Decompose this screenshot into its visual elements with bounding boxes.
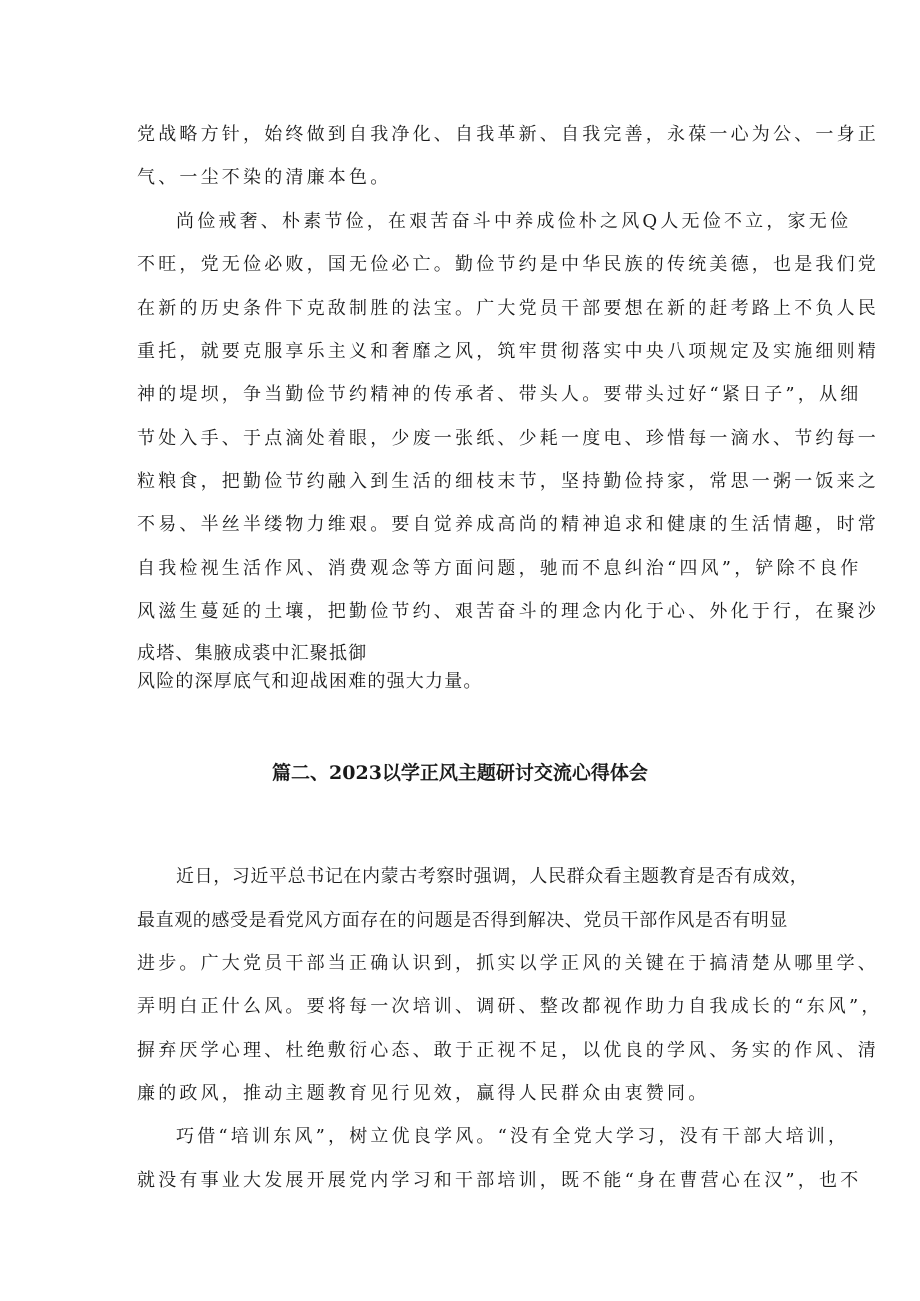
- paragraph-line: 风险的深厚底气和迎战困难的强大力量。: [137, 671, 483, 692]
- paragraph-line: 就没有事业大发展开展党内学习和干部培训，既不能“身在曹营心在汉”，也不: [137, 1170, 862, 1191]
- paragraph-line: 风滋生蔓延的土壤，把勤俭节约、艰苦奋斗的理念内化于心、外化于行，在聚沙: [137, 601, 879, 622]
- paragraph-line: 神的堤坝，争当勤俭节约精神的传承者、带头人。要带头过好“紧日子”，从细: [137, 384, 862, 405]
- paragraph-line: 尚俭戒奢、朴素节俭，在艰苦奋斗中养成俭朴之风Q人无俭不立，家无俭: [176, 211, 852, 232]
- paragraph-line: 巧借“培训东风”，树立优良学风。“没有全党大学习，没有干部大培训，: [176, 1126, 850, 1147]
- paragraph-line: 节处入手、于点滴处着眼，少废一张纸、少耗一度电、珍惜每一滴水、节约每一: [137, 428, 879, 449]
- paragraph-line: 重托，就要克服享乐主义和奢靡之风，筑牢贯彻落实中央八项规定及实施细则精: [137, 341, 879, 362]
- paragraph-line: 近日，习近平总书记在内蒙古考察时强调，人民群众看主题教育是否有成效，: [176, 866, 809, 887]
- paragraph-line: 摒弃厌学心理、杜绝敷衍心态、敢于正视不足，以优良的学风、务实的作风、清: [137, 1040, 879, 1061]
- paragraph-line: 粒粮食，把勤俭节约融入到生活的细枝末节，坚持勤俭持家，常思一粥一饭来之: [137, 471, 879, 492]
- paragraph-line: 气、一尘不染的清廉本色。: [137, 167, 392, 188]
- paragraph-line: 廉的政风，推动主题教育见行见效，赢得人民群众由衷赞同。: [137, 1083, 710, 1104]
- paragraph-line: 最直观的感受是看党风方面存在的问题是否得到解决、党员干部作风是否有明显: [137, 910, 788, 931]
- paragraph-line: 不旺，党无俭必败，国无俭必亡。勤俭节约是中华民族的传统美德，也是我们党: [137, 254, 879, 275]
- paragraph-line: 在新的历史条件下克敌制胜的法宝。广大党员干部要想在新的赶考路上不负人民: [137, 298, 879, 319]
- paragraph-line: 自我检视生活作风、消费观念等方面问题，驰而不息纠治“四风”，铲除不良作: [137, 558, 862, 579]
- paragraph-line: 进步。广大党员干部当正确认识到，抓实以学正风的关键在于搞清楚从哪里学、: [137, 953, 879, 974]
- paragraph-line: 党战略方针，始终做到自我净化、自我革新、自我完善，永葆一心为公、一身正: [137, 124, 879, 145]
- paragraph-line: 成塔、集腋成裘中汇聚抵御: [137, 643, 368, 664]
- paragraph-line: 弄明白正什么风。要将每一次培训、调研、整改都视作助力自我成长的“东风”，: [137, 996, 883, 1017]
- section-heading: 篇二、2023以学正风主题研讨交流心得体会: [272, 762, 648, 784]
- paragraph-line: 不易、半丝半缕物力维艰。要自觉养成高尚的精神追求和健康的生活情趣，时常: [137, 514, 879, 535]
